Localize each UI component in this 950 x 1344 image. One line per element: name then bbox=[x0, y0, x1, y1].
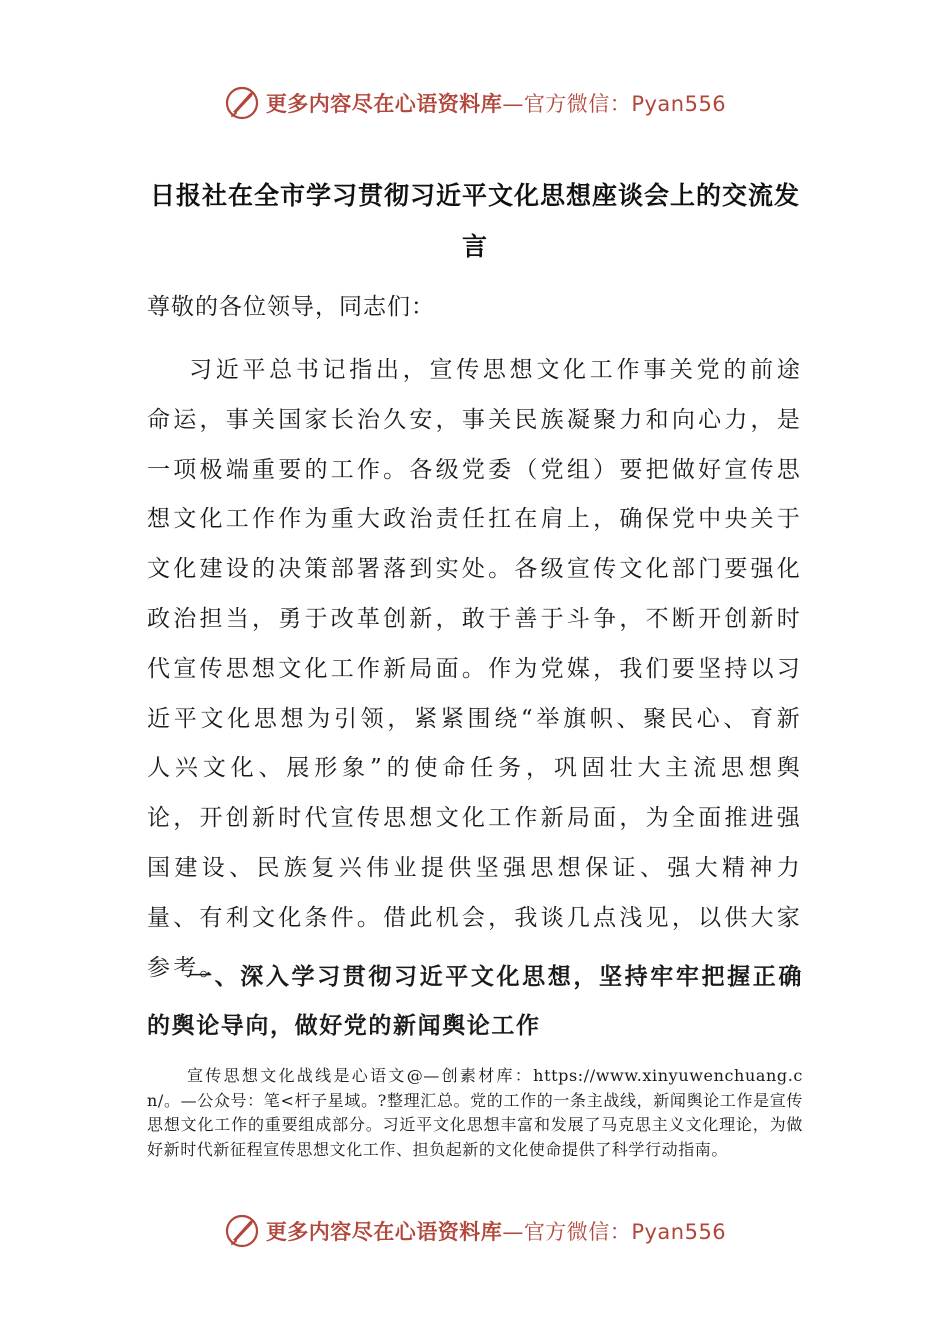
body-paragraph: 习近平总书记指出，宣传思想文化工作事关党的前途命运，事关国家长治久安，事关民族凝聚力和向心力，是一项极端重要的工作。各级党委（党组）要把做好宣传思想文化工作作为重大政治责任扛在肩上，确保党中央关于文化建设的决策部署落到实处。各级宣传文化部门要强化政治担当，勇于改革创新，敢于善于斗争，不断开创新时代宣传思想文化工作新局面。作为党媒，我们要坚持以习近平文化思想为引领，紧紧围绕“举旗帜、聚民心、育新人兴文化、展形象”的使命任务，巩固壮大主流思想舆论，开创新时代宣传思想文化工作新局面，为全面推进强国建设、民族复兴伟业提供坚强思想保证、强大精神力量、有利文化条件。借此机会，我谈几点浅见，以供大家参考。 bbox=[147, 357, 803, 981]
section-heading: 一、深入学习贯彻习近平文化思想，坚持牢牢把握正确的舆论导向，做好党的新闻舆论工作 bbox=[147, 964, 803, 1039]
banner-main-text: 更多内容尽在心语资料库 bbox=[265, 92, 503, 116]
banner-wechat-id: Pyan556 bbox=[631, 1220, 727, 1244]
body-paragraph-small: 宣传思想文化战线是心语文@—创素材库：https://www.xinyuwenchuang.cn/。—公众号：笔<杆子星域。?整理汇总。党的工作的一条主战线，新闻舆论工作是宣传思想文化工作的重要组成部分。习近平文化思想丰富和发展了马克思主义文化理论，为做好新时代新征程宣传思想文化工作、担负起新的文化使命提供了科学行动指南。 bbox=[147, 1066, 803, 1159]
footer-banner-content bbox=[224, 1213, 726, 1249]
salutation: 尊敬的各位领导，同志们： bbox=[147, 294, 435, 320]
footer-banner bbox=[0, 1206, 950, 1256]
document-title: 日报社在全市学习贯彻习近平文化思想座谈会上的交流发言 bbox=[149, 181, 800, 261]
banner-separator: — bbox=[502, 1220, 524, 1244]
banner-main-text: 更多内容尽在心语资料库 bbox=[265, 1220, 503, 1244]
banner-wechat-label: 官方微信： bbox=[523, 1220, 632, 1244]
quill-logo-icon bbox=[224, 1213, 260, 1249]
banner-wechat-label: 官方微信： bbox=[523, 92, 632, 116]
header-banner bbox=[0, 78, 950, 128]
banner-wechat-id: Pyan556 bbox=[631, 92, 727, 116]
header-banner-content bbox=[224, 85, 726, 121]
quill-logo-icon bbox=[224, 85, 260, 121]
banner-separator: — bbox=[502, 92, 524, 116]
